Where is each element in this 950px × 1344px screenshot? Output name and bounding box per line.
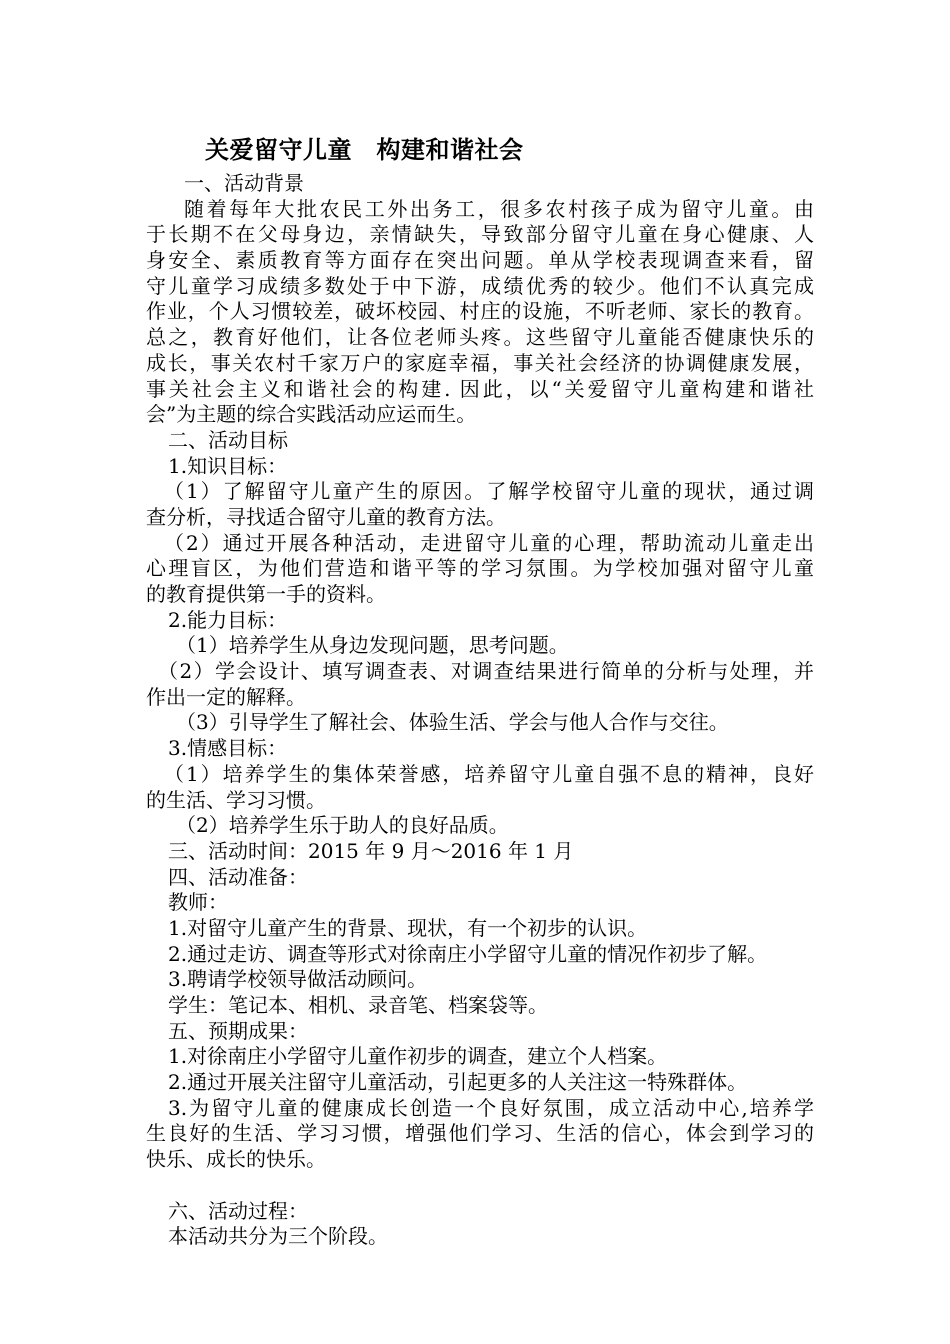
paragraph-line: 本活动共分为三个阶段。: [168, 1224, 388, 1249]
section-heading: 四、活动准备：: [168, 864, 308, 889]
paragraph-line: 作业，个人习惯较差，破坏校园、村庄的设施，不听老师、家长的教育。: [146, 299, 814, 324]
document-title: 关爱留守儿童 构建和谐社会: [205, 135, 524, 164]
paragraph-line: 生良好的生活、学习习惯，增强他们学习、生活的信心，体会到学习的: [146, 1121, 814, 1146]
section-heading: 一、活动背景: [184, 171, 304, 195]
paragraph-line: 快乐、成长的快乐。: [146, 1147, 326, 1172]
paragraph-line: 事关社会主义和谐社会的构建. 因此，以“关爱留守儿童构建和谐社: [146, 376, 814, 401]
paragraph-line: （1）了解留守儿童产生的原因。了解学校留守儿童的现状，通过调: [164, 479, 814, 504]
subsection-heading: 2.能力目标：: [168, 607, 288, 632]
paragraph-line: 2.通过开展关注留守儿童活动，引起更多的人关注这一特殊群体。: [168, 1070, 748, 1095]
section-heading: 二、活动目标: [168, 427, 288, 452]
paragraph-line: 作出一定的解释。: [146, 684, 306, 709]
paragraph-line: 成长，事关农村千家万户的家庭幸福，事关社会经济的协调健康发展，: [146, 350, 814, 375]
paragraph-line: 学生：笔记本、相机、录音笔、档案袋等。: [168, 993, 548, 1017]
paragraph-line: 于长期不在父母身边，亲情缺失，导致部分留守儿童在身心健康、人: [146, 222, 814, 247]
paragraph-line: 2.通过走访、调查等形式对徐南庄小学留守儿童的情况作初步了解。: [168, 941, 768, 966]
paragraph-line: 守儿童学习成绩多数处于中下游，成绩优秀的较少。他们不认真完成: [146, 273, 814, 298]
paragraph-line: （1）培养学生从身边发现问题，思考问题。: [176, 633, 569, 658]
section-heading: 六、活动过程：: [168, 1198, 308, 1223]
paragraph-line: （2）培养学生乐于助人的良好品质。: [176, 813, 509, 838]
paragraph-line: 1.对留守儿童产生的背景、现状，有一个初步的认识。: [168, 915, 648, 940]
section-heading: 五、预期成果：: [168, 1018, 308, 1043]
paragraph-line: 身安全、素质教育等方面存在突出问题。单从学校表现调查来看，留: [146, 248, 814, 273]
paragraph-line: （2）通过开展各种活动，走进留守儿童的心理，帮助流动儿童走出: [164, 530, 814, 555]
paragraph-line: 随着每年大批农民工外出务工，很多农村孩子成为留守儿童。由: [184, 196, 814, 221]
paragraph-line: 的生活、学习习惯。: [146, 787, 326, 812]
section-heading: 三、活动时间：2015 年 9 月～2016 年 1 月: [168, 838, 574, 863]
paragraph-line: 3.聘请学校领导做活动顾问。: [168, 967, 428, 992]
blank-line: [146, 1173, 814, 1199]
paragraph-line: 查分析，寻找适合留守儿童的教育方法。: [146, 504, 506, 529]
paragraph-line: 的教育提供第一手的资料。: [146, 582, 386, 606]
paragraph-line: 总之，教育好他们，让各位老师头疼。这些留守儿童能否健康快乐的: [146, 325, 814, 350]
paragraph-line: （3）引导学生了解社会、体验生活、学会与他人合作与交往。: [176, 710, 729, 735]
paragraph-line: 3.为留守儿童的健康成长创造一个良好氛围，成立活动中心,培养学: [168, 1095, 814, 1120]
document-body: [146, 171, 814, 1250]
paragraph-line: 教师：: [168, 890, 228, 915]
paragraph-line: 心理盲区，为他们营造和谐平等的学习氛围。为学校加强对留守儿童: [146, 556, 814, 581]
paragraph-line: 1.对徐南庄小学留守儿童作初步的调查，建立个人档案。: [168, 1044, 668, 1069]
paragraph-line: （1）培养学生的集体荣誉感，培养留守儿童自强不息的精神，良好: [164, 761, 814, 786]
paragraph-line: （2）学会设计、填写调查表、对调查结果进行简单的分析与处理，并: [158, 659, 814, 684]
paragraph-line: 会”为主题的综合实践活动应运而生。: [146, 402, 477, 427]
subsection-heading: 1.知识目标：: [168, 453, 288, 478]
subsection-heading: 3.情感目标：: [168, 736, 288, 761]
